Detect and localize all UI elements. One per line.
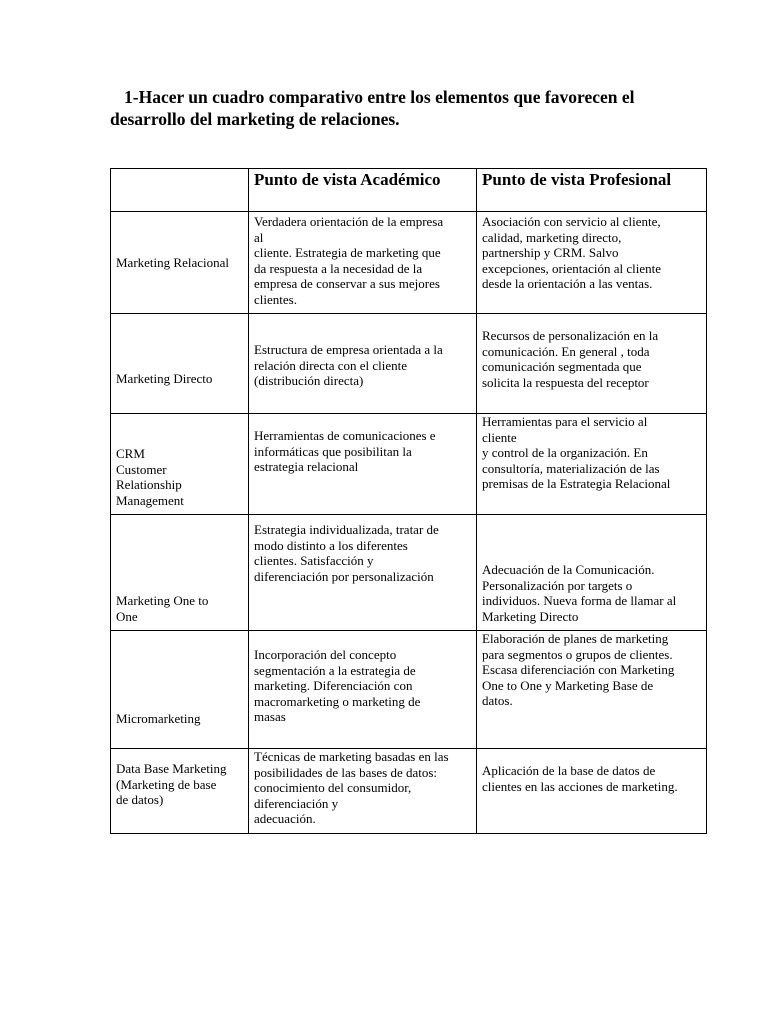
professional-cell: Elaboración de planes de marketing para segmentos o grupos de clientes. Escasa diferenciación con Marketing One to One y Marketing Base de datos. [477, 631, 707, 749]
academic-cell: Estrategia individualizada, tratar de modo distinto a los diferentes clientes. Satisfacción y diferenciación por personalización [249, 515, 477, 631]
row-label-one-to-one: Marketing One to One [111, 515, 249, 631]
table-row [111, 515, 707, 631]
academic-cell: Verdadera orientación de la empresa al cliente. Estrategia de marketing que da respuesta a la necesidad de la empresa de conservar a sus mejores clientes. [249, 212, 477, 314]
document-heading [110, 86, 710, 130]
table-row [111, 631, 707, 749]
table-row [111, 314, 707, 414]
table-header-row [111, 169, 707, 212]
academic-cell: Incorporación del concepto segmentación a la estrategia de marketing. Diferenciación con macromarketing o marketing de masas [249, 631, 477, 749]
professional-cell: Recursos de personalización en la comunicación. En general , toda comunicación segmentada que solicita la respuesta del receptor [477, 314, 707, 414]
professional-cell: Asociación con servicio al cliente, calidad, marketing directo, partnership y CRM. Salvo excepciones, orientación al cliente desde la orientación a las ventas. [477, 212, 707, 314]
row-label-data-base-marketing: Data Base Marketing (Marketing de base de datos) [111, 749, 249, 834]
academic-cell: Técnicas de marketing basadas en las posibilidades de las bases de datos: conocimiento del consumidor, diferenciación y adecuación. [249, 749, 477, 834]
header-professional: Punto de vista Profesional [477, 169, 707, 212]
table-row [111, 749, 707, 834]
heading-line-2: desarrollo del marketing de relaciones. [110, 109, 400, 129]
row-label-marketing-directo: Marketing Directo [111, 314, 249, 414]
academic-cell: Estructura de empresa orientada a la relación directa con el cliente (distribución directa) [249, 314, 477, 414]
professional-cell: Herramientas para el servicio al cliente y control de la organización. En consultoría, materialización de las premisas de la Estrategia Relacional [477, 414, 707, 515]
professional-cell: Aplicación de la base de datos de clientes en las acciones de marketing. [477, 749, 707, 834]
professional-cell: Adecuación de la Comunicación. Personalización por targets o individuos. Nueva forma de llamar al Marketing Directo [477, 515, 707, 631]
header-academic: Punto de vista Académico [249, 169, 477, 212]
row-label-marketing-relacional: Marketing Relacional [111, 212, 249, 314]
table-row [111, 414, 707, 515]
row-label-micromarketing: Micromarketing [111, 631, 249, 749]
heading-line-1: 1-Hacer un cuadro comparativo entre los elementos que favorecen el [124, 87, 635, 107]
header-empty-cell [111, 169, 249, 212]
academic-cell: Herramientas de comunicaciones e informáticas que posibilitan la estrategia relacional [249, 414, 477, 515]
table-row [111, 212, 707, 314]
row-label-crm: CRM Customer Relationship Management [111, 414, 249, 515]
comparison-table [110, 168, 707, 834]
